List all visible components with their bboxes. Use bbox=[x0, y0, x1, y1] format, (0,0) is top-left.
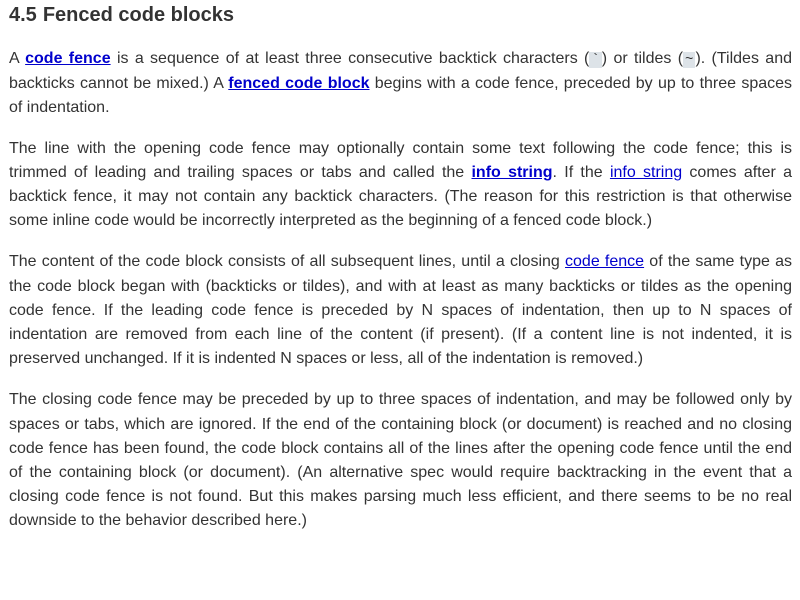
code-fence-definition-link[interactable]: code fence bbox=[25, 50, 111, 67]
text-span: ). (Tildes and backticks cannot be mixed.) A bbox=[9, 50, 792, 93]
paragraph-info-string bbox=[9, 137, 792, 234]
section-number: 4.5 bbox=[9, 4, 37, 26]
section-heading bbox=[9, 0, 792, 27]
text-span: is a sequence of at least three consecutive backtick characters ( bbox=[110, 50, 590, 67]
section-title: Fenced code blocks bbox=[42, 4, 234, 26]
paragraph-closing-fence: The closing code fence may be preceded by up to three spaces of indentation, and may be followed only by spaces or tabs, which are ignored. If the end of the containing block (or document) is reached and no closing code fence has been found, the code block contains all of the lines after the opening code fence until the end of the containing block (or document). (An alternative spec would require backtracking in the event that a closing code fence is not found. But this makes parsing much less efficient, and there seems to be no real downside to the behavior described here.) bbox=[9, 391, 792, 530]
code-fence-link[interactable]: code fence bbox=[565, 253, 645, 271]
text-span: The content of the code block consists of all subsequent lines, until a closing bbox=[9, 253, 566, 271]
fenced-code-block-definition-link[interactable]: fenced code block bbox=[228, 75, 370, 93]
paragraph-code-fence-definition bbox=[9, 47, 792, 121]
backtick-code: ` bbox=[591, 52, 600, 68]
text-span: begins with a code fence, preceded by up to three spaces of indentation. bbox=[9, 75, 793, 117]
text-span: The line with the opening code fence may optionally contain some text following the code fence; this is trimmed of leading and trailing spaces or tabs and called the bbox=[9, 139, 792, 181]
paragraph-content bbox=[9, 250, 792, 371]
text-span: comes after a backtick fence, it may not contain any backtick characters. (The reason for this restriction is that otherwise some inline code would be incorrectly interpreted as the beginning of a fenced code block.) bbox=[9, 163, 793, 230]
tilde-code: ~ bbox=[685, 52, 694, 68]
info-string-link[interactable]: info string bbox=[609, 163, 683, 181]
text-span: ) or tildes ( bbox=[601, 50, 684, 67]
text-span: A bbox=[9, 50, 26, 67]
text-span: of the same type as the code block began with (backticks or tildes), and with at least as many backticks or tildes as the opening code fence. If the leading code fence is preceded by N spaces of indentation, then up to N spaces of indentation are removed from each line of the content (if present). (If a content line is not indented, it is preserved unchanged. If it is indented N spaces or less, all of the indentation is removed.) bbox=[9, 253, 793, 368]
text-span: . If the bbox=[552, 163, 610, 181]
info-string-definition-link[interactable]: info string bbox=[471, 163, 553, 181]
